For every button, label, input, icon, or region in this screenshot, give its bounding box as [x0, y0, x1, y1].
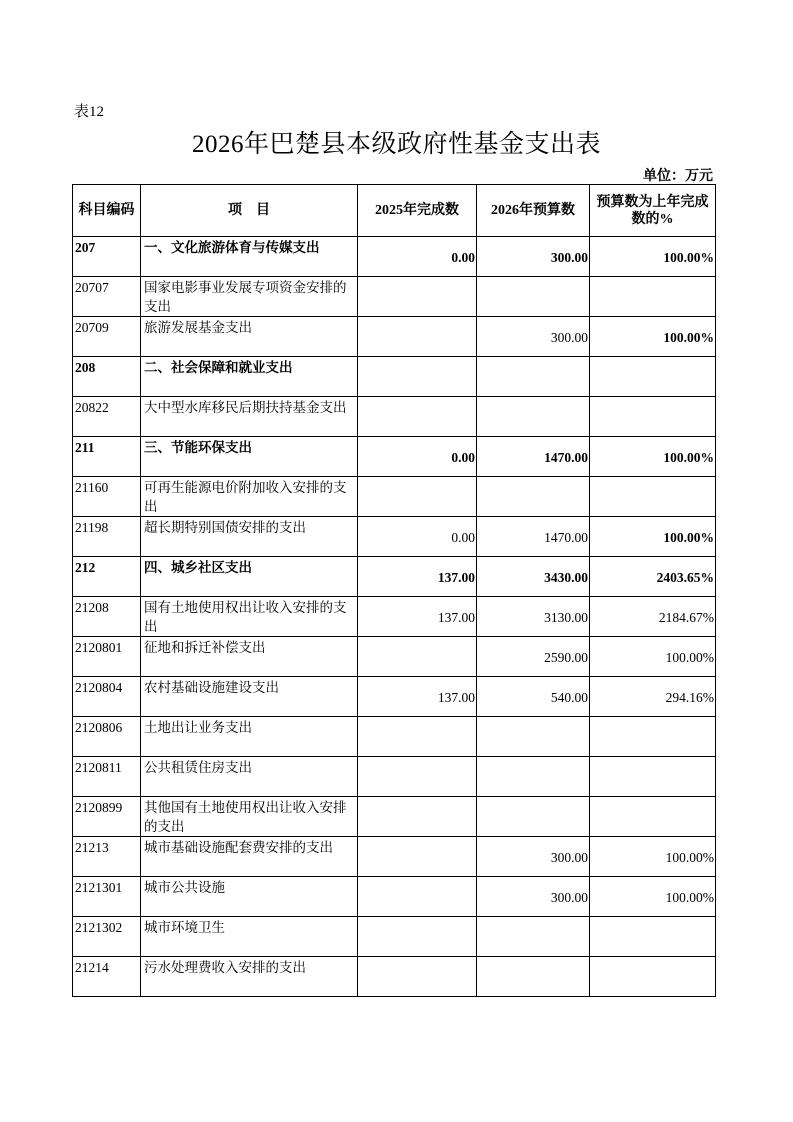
cell-2026-budget — [477, 757, 590, 797]
cell-code: 21208 — [73, 597, 141, 637]
cell-item-name: 二、社会保障和就业支出 — [141, 357, 358, 397]
cell-2025-actual — [358, 797, 477, 837]
cell-2025-actual — [358, 757, 477, 797]
cell-percent: 100.00% — [590, 837, 716, 877]
cell-2026-budget: 300.00 — [477, 837, 590, 877]
cell-percent: 100.00% — [590, 877, 716, 917]
cell-item-name: 城市公共设施 — [141, 877, 358, 917]
cell-2025-actual: 0.00 — [358, 237, 477, 277]
cell-2026-budget: 300.00 — [477, 237, 590, 277]
cell-item-name: 旅游发展基金支出 — [141, 317, 358, 357]
cell-item-name: 一、文化旅游体育与传媒支出 — [141, 237, 358, 277]
cell-2025-actual — [358, 837, 477, 877]
cell-percent — [590, 397, 716, 437]
header-percent: 预算数为上年完成数的% — [590, 185, 716, 237]
cell-2025-actual — [358, 357, 477, 397]
cell-code: 21198 — [73, 517, 141, 557]
cell-2025-actual: 137.00 — [358, 677, 477, 717]
cell-code: 211 — [73, 437, 141, 477]
cell-item-name: 农村基础设施建设支出 — [141, 677, 358, 717]
cell-percent: 100.00% — [590, 437, 716, 477]
cell-percent: 2403.65% — [590, 557, 716, 597]
cell-code: 21160 — [73, 477, 141, 517]
cell-2025-actual: 137.00 — [358, 557, 477, 597]
cell-item-name: 超长期特别国债安排的支出 — [141, 517, 358, 557]
table-row — [73, 357, 716, 397]
cell-2026-budget: 540.00 — [477, 677, 590, 717]
cell-2026-budget — [477, 717, 590, 757]
cell-percent: 294.16% — [590, 677, 716, 717]
cell-2026-budget — [477, 397, 590, 437]
cell-item-name: 其他国有土地使用权出让收入安排的支出 — [141, 797, 358, 837]
cell-code: 2121301 — [73, 877, 141, 917]
cell-2025-actual — [358, 637, 477, 677]
table-header-row — [73, 185, 716, 237]
table-row — [73, 917, 716, 957]
header-code: 科目编码 — [73, 185, 141, 237]
cell-code: 20709 — [73, 317, 141, 357]
cell-2026-budget — [477, 797, 590, 837]
table-row — [73, 837, 716, 877]
fund-expenditure-table — [72, 184, 716, 997]
table-row — [73, 957, 716, 997]
cell-2026-budget — [477, 357, 590, 397]
cell-item-name: 国家电影事业发展专项资金安排的支出 — [141, 277, 358, 317]
cell-item-name: 国有土地使用权出让收入安排的支出 — [141, 597, 358, 637]
cell-item-name: 四、城乡社区支出 — [141, 557, 358, 597]
cell-2025-actual: 0.00 — [358, 517, 477, 557]
table-number-label: 表12 — [74, 104, 105, 120]
cell-item-name: 土地出让业务支出 — [141, 717, 358, 757]
header-item: 项 目 — [141, 185, 358, 237]
cell-code: 2121302 — [73, 917, 141, 957]
unit-label: 单位：万元 — [643, 169, 713, 184]
cell-2026-budget — [477, 957, 590, 997]
cell-2026-budget: 3130.00 — [477, 597, 590, 637]
cell-2025-actual — [358, 957, 477, 997]
cell-percent — [590, 797, 716, 837]
cell-percent — [590, 277, 716, 317]
cell-item-name: 可再生能源电价附加收入安排的支出 — [141, 477, 358, 517]
cell-code: 2120801 — [73, 637, 141, 677]
cell-item-name: 污水处理费收入安排的支出 — [141, 957, 358, 997]
cell-2026-budget: 300.00 — [477, 877, 590, 917]
cell-item-name: 三、节能环保支出 — [141, 437, 358, 477]
cell-2026-budget — [477, 277, 590, 317]
cell-percent: 100.00% — [590, 637, 716, 677]
table-row — [73, 277, 716, 317]
cell-percent — [590, 917, 716, 957]
cell-item-name: 公共租赁住房支出 — [141, 757, 358, 797]
cell-percent — [590, 357, 716, 397]
cell-2025-actual: 0.00 — [358, 437, 477, 477]
table-row — [73, 557, 716, 597]
table-row — [73, 637, 716, 677]
cell-2025-actual — [358, 917, 477, 957]
cell-2026-budget — [477, 917, 590, 957]
cell-percent — [590, 717, 716, 757]
table-row — [73, 717, 716, 757]
table-row — [73, 437, 716, 477]
cell-2026-budget: 2590.00 — [477, 637, 590, 677]
cell-2026-budget: 300.00 — [477, 317, 590, 357]
cell-2025-actual — [358, 477, 477, 517]
table-row — [73, 877, 716, 917]
cell-item-name: 征地和拆迁补偿支出 — [141, 637, 358, 677]
cell-percent — [590, 477, 716, 517]
table-row — [73, 677, 716, 717]
cell-2025-actual — [358, 877, 477, 917]
cell-code: 2120804 — [73, 677, 141, 717]
cell-code: 2120811 — [73, 757, 141, 797]
cell-code: 20822 — [73, 397, 141, 437]
header-2026-budget: 2026年预算数 — [477, 185, 590, 237]
cell-percent: 100.00% — [590, 517, 716, 557]
cell-percent: 100.00% — [590, 237, 716, 277]
cell-2026-budget: 1470.00 — [477, 437, 590, 477]
cell-2026-budget — [477, 477, 590, 517]
table-row — [73, 757, 716, 797]
table-row — [73, 597, 716, 637]
table-row — [73, 477, 716, 517]
cell-item-name: 城市基础设施配套费安排的支出 — [141, 837, 358, 877]
cell-item-name: 城市环境卫生 — [141, 917, 358, 957]
cell-code: 207 — [73, 237, 141, 277]
cell-2025-actual — [358, 717, 477, 757]
table-row — [73, 397, 716, 437]
cell-2025-actual — [358, 397, 477, 437]
cell-code: 2120806 — [73, 717, 141, 757]
cell-2026-budget: 1470.00 — [477, 517, 590, 557]
cell-code: 208 — [73, 357, 141, 397]
cell-code: 212 — [73, 557, 141, 597]
cell-percent — [590, 757, 716, 797]
table-row — [73, 237, 716, 277]
header-2025-actual: 2025年完成数 — [358, 185, 477, 237]
cell-percent: 100.00% — [590, 317, 716, 357]
cell-code: 21213 — [73, 837, 141, 877]
cell-2025-actual — [358, 317, 477, 357]
cell-2026-budget: 3430.00 — [477, 557, 590, 597]
cell-code: 2120899 — [73, 797, 141, 837]
table-row — [73, 797, 716, 837]
cell-item-name: 大中型水库移民后期扶持基金支出 — [141, 397, 358, 437]
cell-percent — [590, 957, 716, 997]
cell-2025-actual: 137.00 — [358, 597, 477, 637]
table-row — [73, 517, 716, 557]
cell-percent: 2184.67% — [590, 597, 716, 637]
cell-code: 21214 — [73, 957, 141, 997]
cell-2025-actual — [358, 277, 477, 317]
cell-code: 20707 — [73, 277, 141, 317]
table-row — [73, 317, 716, 357]
page-title: 2026年巴楚县本级政府性基金支出表 — [191, 131, 601, 158]
